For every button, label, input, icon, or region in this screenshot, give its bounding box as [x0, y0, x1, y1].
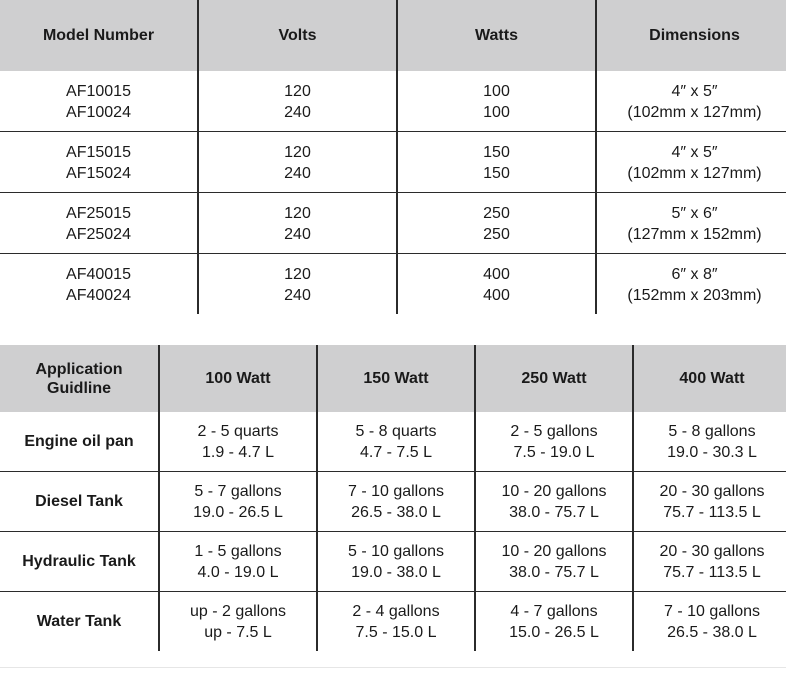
spec-header-row — [0, 0, 786, 71]
capacity-liters: 38.0 - 75.7 L — [509, 503, 599, 521]
model-number: AF10015 — [66, 83, 131, 100]
watts-value: 100 — [483, 83, 510, 100]
model-cell — [0, 132, 198, 193]
dimensions-cell — [596, 71, 786, 132]
application-label: Engine oil pan — [0, 412, 159, 472]
capacity-liters: 7.5 - 19.0 L — [513, 443, 595, 461]
capacity-cell — [475, 412, 633, 472]
dimensions-mm: (127mm x 152mm) — [627, 226, 762, 243]
table-row — [0, 532, 786, 592]
capacity-liters: 4.0 - 19.0 L — [197, 563, 279, 581]
capacity-liters: up - 7.5 L — [204, 623, 272, 641]
header-line: Application — [35, 360, 123, 378]
capacity-liters: 38.0 - 75.7 L — [509, 563, 599, 581]
watts-value: 250 — [483, 205, 510, 222]
capacity-cell — [633, 412, 786, 472]
watts-value: 400 — [483, 266, 510, 283]
capacity-us: 1 - 5 gallons — [194, 542, 282, 560]
application-label: Diesel Tank — [0, 472, 159, 532]
capacity-liters: 4.7 - 7.5 L — [359, 443, 433, 461]
volts-cell — [198, 71, 397, 132]
application-guideline-table — [0, 345, 786, 651]
dimensions-cell — [596, 193, 786, 254]
capacity-liters: 1.9 - 4.7 L — [201, 443, 275, 461]
model-cell — [0, 193, 198, 254]
volts-value: 240 — [284, 287, 311, 304]
header-line: Guidline — [47, 379, 111, 397]
model-number: AF10024 — [66, 104, 131, 121]
volts-value: 240 — [284, 104, 311, 121]
dimensions-inches: 6″ x 8″ — [671, 266, 718, 283]
table-row — [0, 254, 786, 315]
capacity-liters: 75.7 - 113.5 L — [663, 503, 761, 521]
capacity-us: 20 - 30 gallons — [659, 482, 765, 500]
watts-cell — [397, 254, 596, 315]
watts-value: 250 — [483, 226, 510, 243]
volts-cell — [198, 132, 397, 193]
capacity-us: up - 2 gallons — [189, 602, 287, 620]
volts-cell — [198, 193, 397, 254]
volts-value: 240 — [284, 165, 311, 182]
dimensions-cell — [596, 132, 786, 193]
watts-value: 400 — [483, 287, 510, 304]
guide-header-row — [0, 345, 786, 412]
model-cell — [0, 71, 198, 132]
model-number: AF40015 — [66, 266, 131, 283]
capacity-cell — [317, 532, 475, 592]
model-number: AF25024 — [66, 226, 131, 243]
model-spec-table — [0, 0, 786, 314]
table-row — [0, 592, 786, 652]
header-150-watt: 150 Watt — [317, 345, 475, 412]
table-row — [0, 132, 786, 193]
volts-value: 120 — [284, 205, 311, 222]
header-250-watt: 250 Watt — [475, 345, 633, 412]
capacity-us: 2 - 5 gallons — [510, 422, 598, 440]
capacity-liters: 15.0 - 26.5 L — [509, 623, 599, 641]
dimensions-inches: 4″ x 5″ — [671, 144, 718, 161]
capacity-liters: 19.0 - 38.0 L — [351, 563, 441, 581]
table-row — [0, 412, 786, 472]
watts-value: 100 — [483, 104, 510, 121]
capacity-liters: 7.5 - 15.0 L — [355, 623, 437, 641]
capacity-cell — [317, 592, 475, 652]
capacity-cell — [159, 532, 317, 592]
capacity-us: 10 - 20 gallons — [501, 482, 607, 500]
capacity-us: 7 - 10 gallons — [347, 482, 445, 500]
watts-value: 150 — [483, 144, 510, 161]
model-number: AF40024 — [66, 287, 131, 304]
dimensions-cell — [596, 254, 786, 315]
watts-cell — [397, 193, 596, 254]
header-dimensions: Dimensions — [596, 0, 786, 71]
capacity-cell — [475, 532, 633, 592]
capacity-us: 4 - 7 gallons — [510, 602, 598, 620]
volts-value: 240 — [284, 226, 311, 243]
capacity-liters: 26.5 - 38.0 L — [667, 623, 757, 641]
capacity-cell — [633, 592, 786, 652]
volts-value: 120 — [284, 144, 311, 161]
header-100-watt: 100 Watt — [159, 345, 317, 412]
volts-value: 120 — [284, 266, 311, 283]
table-row — [0, 193, 786, 254]
capacity-us: 20 - 30 gallons — [659, 542, 765, 560]
capacity-liters: 19.0 - 26.5 L — [193, 503, 283, 521]
header-400-watt: 400 Watt — [633, 345, 786, 412]
table-row — [0, 472, 786, 532]
capacity-us: 5 - 10 gallons — [347, 542, 445, 560]
header-watts: Watts — [397, 0, 596, 71]
page-bottom-divider — [0, 667, 786, 668]
capacity-liters: 75.7 - 113.5 L — [663, 563, 761, 581]
capacity-cell — [633, 472, 786, 532]
header-volts: Volts — [198, 0, 397, 71]
model-cell — [0, 254, 198, 315]
dimensions-inches: 4″ x 5″ — [671, 83, 718, 100]
watts-cell — [397, 71, 596, 132]
watts-value: 150 — [483, 165, 510, 182]
table-row — [0, 71, 786, 132]
capacity-cell — [317, 412, 475, 472]
capacity-cell — [317, 472, 475, 532]
capacity-liters: 19.0 - 30.3 L — [667, 443, 757, 461]
dimensions-mm: (102mm x 127mm) — [627, 165, 762, 182]
capacity-cell — [159, 592, 317, 652]
capacity-us: 7 - 10 gallons — [663, 602, 761, 620]
model-number: AF25015 — [66, 205, 131, 222]
dimensions-mm: (152mm x 203mm) — [627, 287, 762, 304]
capacity-us: 2 - 4 gallons — [352, 602, 440, 620]
capacity-us: 5 - 8 gallons — [668, 422, 756, 440]
capacity-us: 5 - 8 quarts — [355, 422, 437, 440]
capacity-cell — [475, 592, 633, 652]
header-model-number: Model Number — [0, 0, 198, 71]
header-application-guideline — [0, 345, 159, 412]
model-number: AF15015 — [66, 144, 131, 161]
capacity-us: 10 - 20 gallons — [501, 542, 607, 560]
capacity-us: 5 - 7 gallons — [194, 482, 282, 500]
application-label: Water Tank — [36, 613, 122, 630]
capacity-us: 2 - 5 quarts — [197, 422, 279, 440]
capacity-cell — [159, 472, 317, 532]
application-label: Hydraulic Tank — [0, 532, 159, 592]
dimensions-inches: 5″ x 6″ — [671, 205, 718, 222]
model-number: AF15024 — [66, 165, 131, 182]
dimensions-mm: (102mm x 127mm) — [627, 104, 762, 121]
volts-cell — [198, 254, 397, 315]
capacity-cell — [475, 472, 633, 532]
watts-cell — [397, 132, 596, 193]
capacity-liters: 26.5 - 38.0 L — [351, 503, 441, 521]
volts-value: 120 — [284, 83, 311, 100]
capacity-cell — [159, 412, 317, 472]
capacity-cell — [633, 532, 786, 592]
